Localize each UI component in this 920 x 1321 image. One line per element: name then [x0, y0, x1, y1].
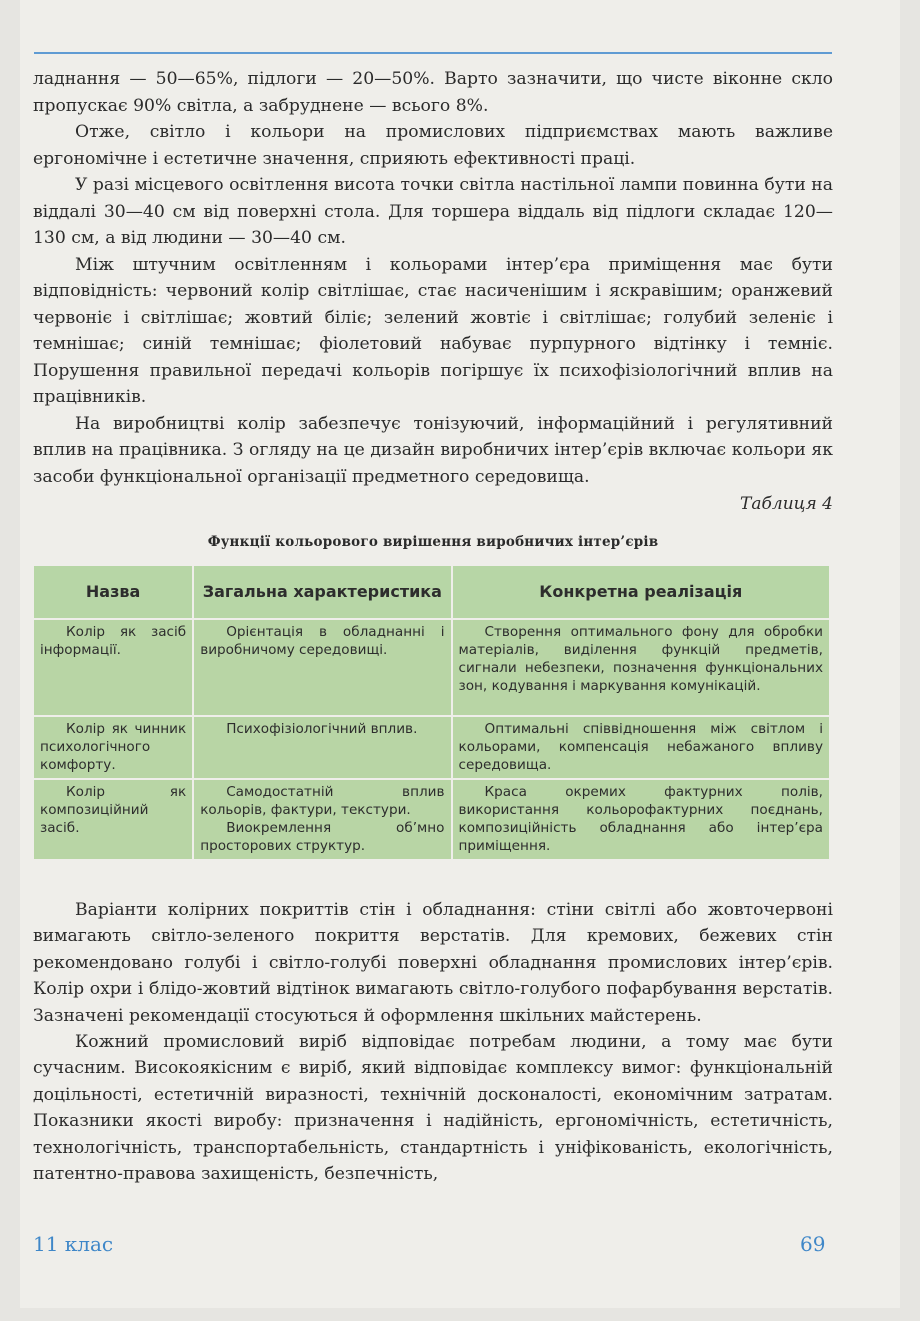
table-cell: [452, 619, 830, 716]
footer-grade: 11 клас: [33, 1232, 114, 1256]
cell-text: Орієнтація в обладнанні і виробничому середовищі.: [200, 623, 445, 658]
top-rule: [34, 52, 832, 54]
cell-text: Краса окремих фактурних полів, використання кольорофактурних поєднань, композиційність обладнання або інтер’єра приміщення.: [458, 783, 823, 854]
table-cell: [34, 779, 193, 860]
cell-text: Психофізіологічний вплив.: [226, 720, 418, 737]
table-cell: [193, 779, 451, 860]
table-cell: [193, 619, 451, 716]
cell-text: Самодостатній вплив кольорів, фактури, текстури.: [200, 783, 445, 818]
table-row: [34, 779, 829, 860]
table-cell: [452, 779, 830, 860]
page-number: 69: [800, 1232, 826, 1256]
table-cell: [34, 619, 193, 716]
functions-table: [34, 566, 829, 861]
table-row: [34, 716, 829, 779]
paragraph: ладнання — 50—65%, підлоги — 20—50%. Варто зазначити, що чисте віконне скло пропускає 90% світла, а забруднене — всього 8%.: [33, 69, 833, 116]
table-header-characteristic: Загальна характеристика: [193, 566, 451, 619]
cell-text: Оптимальні співвідношення між світлом і кольорами, компенсація небажаного впливу середовища.: [458, 720, 823, 773]
table-cell: [34, 716, 193, 779]
table-title: Функції кольорового вирішення виробничих інтер’єрів: [207, 534, 659, 550]
paragraph: У разі місцевого освітлення висота точки світла настільної лампи повинна бути на віддалі 30—40 см від поверхні стола. Для торшера віддаль від підлоги складає 120—130 см, а від людини — 30—40 см.: [33, 175, 833, 248]
cell-text: Створення оптимального фону для обробки матеріалів, виділення функцій предметів, сигнали небезпеки, позначення функціональних зон, кодування і маркування комунікацій.: [458, 623, 823, 694]
paragraph: На виробництві колір забезпечує тонізуючий, інформаційний і регулятивний вплив на працівника. З огляду на це дизайн виробничих інтер’єрів включає кольори як засоби функціональної організації предметного середовища.: [33, 413, 833, 487]
body-text-bottom: [33, 897, 833, 1187]
paragraph: Кожний промисловий виріб відповідає потребам людини, а тому має бути сучасним. Високоякісним є виріб, який відповідає комплексу вимог: функціональній доцільності, естетичній виразності, технічній досконалості, економічним затратам. Показники якості виробу: призначення і надійність, ергономічність, естетичність, технологічність, транспортабельність, стандартність і уніфікованість, екологічність, патентно-правова захищеність, безпечність,: [33, 1032, 833, 1185]
table-row: [34, 619, 829, 716]
table-cell: [193, 716, 451, 779]
table-label: Таблиця 4: [740, 494, 833, 514]
table-header-row: [34, 566, 829, 619]
paragraph: Між штучним освітленням і кольорами інтер’єра приміщення має бути відповідність: червоний колір світлішає, стає насиченішим і яскравішим; оранжевий червоніє і світлішає; жовтий біліє; зелений жовтіє і світлішає; голубий зеленіє і темнішає; синій темнішає; фіолетовий набуває пурпурного відтінку і темніє. Порушення правильної передачі кольорів погіршує їх психофізіологічний вплив на працівників.: [33, 254, 833, 407]
table-header-name: Назва: [34, 566, 193, 619]
cell-text: Колір як чинник психологічного комфорту.: [40, 720, 187, 773]
table-header-implementation: Конкретна реалізація: [452, 566, 830, 619]
paragraph: Отже, світло і кольори на промислових підприємствах мають важливе ергономічне і естетичне значення, сприяють ефективності праці.: [33, 122, 833, 169]
paragraph: Варіанти колірних покриттів стін і обладнання: стіни світлі або жовточервоні вимагають світло-зеленого покриття верстатів. Для кремових, бежевих стін рекомендовано голубі і світло-голубі поверхні обладнання промислових інтер’єрів. Колір охри і блідо-жовтий відтінок вимагають світло-голубого пофарбування верстатів. Зазначені рекомендації стосуються й оформлення шкільних майстерень.: [33, 900, 833, 1026]
table-cell: [452, 716, 830, 779]
cell-text: Виокремлення об’мно просторових структур.: [200, 819, 445, 854]
cell-text: Колір як засіб інформації.: [40, 623, 187, 658]
body-text-top: [33, 66, 833, 861]
cell-text: Колір як композиційний засіб.: [40, 783, 187, 836]
